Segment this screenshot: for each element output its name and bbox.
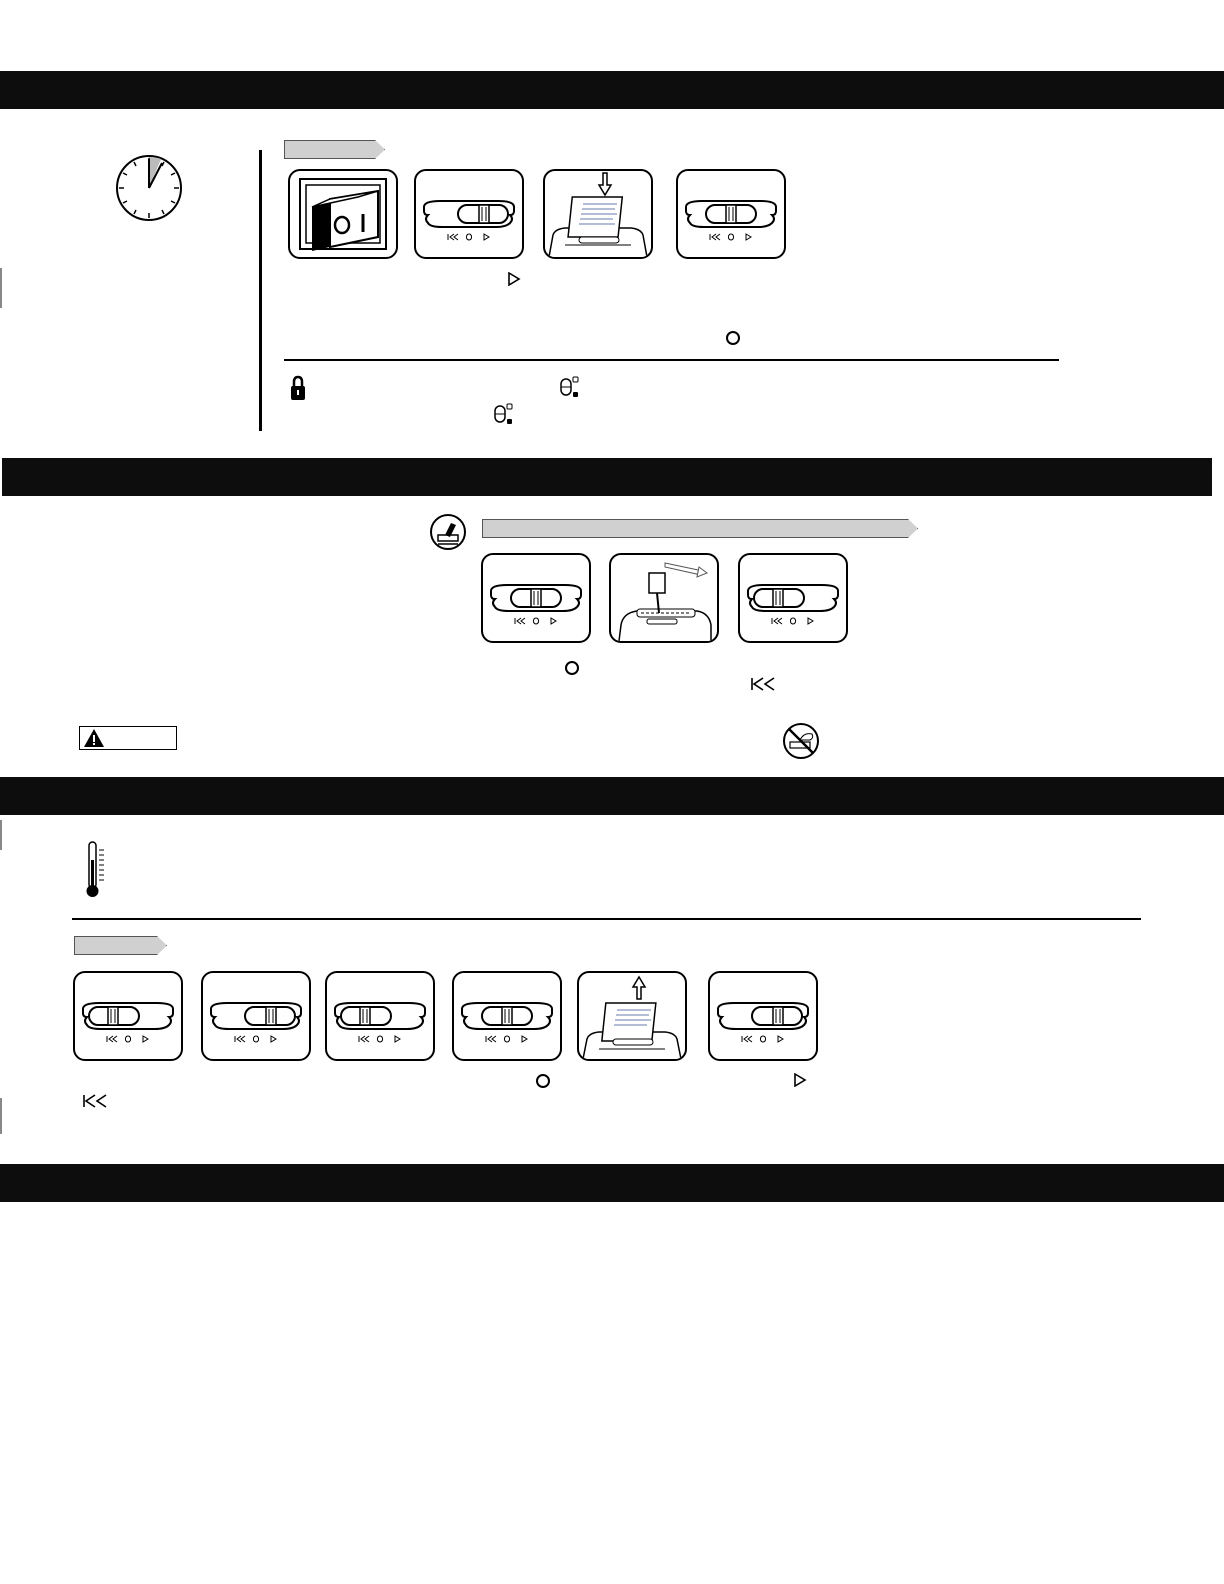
slide-switch-off-panel [676,169,786,259]
warning-label [79,726,177,750]
power-switch-panel [288,169,398,259]
slide-switch-reverse-panel [325,971,435,1061]
reverse-symbol-icon [82,1093,110,1109]
clear-jam-icon [429,513,467,551]
step-tag [74,936,167,955]
slide-switch-off-panel [452,971,562,1061]
clock-icon [114,153,184,223]
step-tag-long [482,519,918,538]
slide-switch-forward-panel [708,971,818,1061]
thermometer-icon [84,840,108,900]
divider-line [72,918,1141,920]
slide-switch-off-panel [481,553,591,643]
safelock-icon [493,402,515,428]
column-divider [259,150,262,431]
slide-switch-reverse-panel [738,553,848,643]
section-header-bar [0,1164,1224,1202]
edge-mark [0,1098,2,1134]
step-tag [284,140,385,159]
off-symbol-icon [535,1073,551,1089]
lock-icon [290,375,306,401]
slide-switch-off-panel [73,971,183,1061]
section-header-bar [0,777,1224,815]
safelock-icon [559,375,581,401]
paper-remove-panel [577,971,687,1061]
section-header-bar [2,458,1212,496]
divider-line [284,359,1059,361]
off-symbol-icon [725,330,741,346]
off-symbol-icon [564,660,580,676]
slide-switch-forward-panel [414,169,524,259]
forward-symbol-icon [793,1073,807,1087]
forward-symbol-icon [507,272,521,286]
clearing-tool-panel [609,553,719,643]
paper-feed-panel [543,169,653,259]
edge-mark [0,820,2,850]
edge-mark [0,268,2,308]
no-hands-icon [782,722,820,760]
section-header-bar [0,71,1224,109]
warning-icon [83,728,105,748]
reverse-symbol-icon [750,676,778,692]
slide-switch-forward-panel [201,971,311,1061]
